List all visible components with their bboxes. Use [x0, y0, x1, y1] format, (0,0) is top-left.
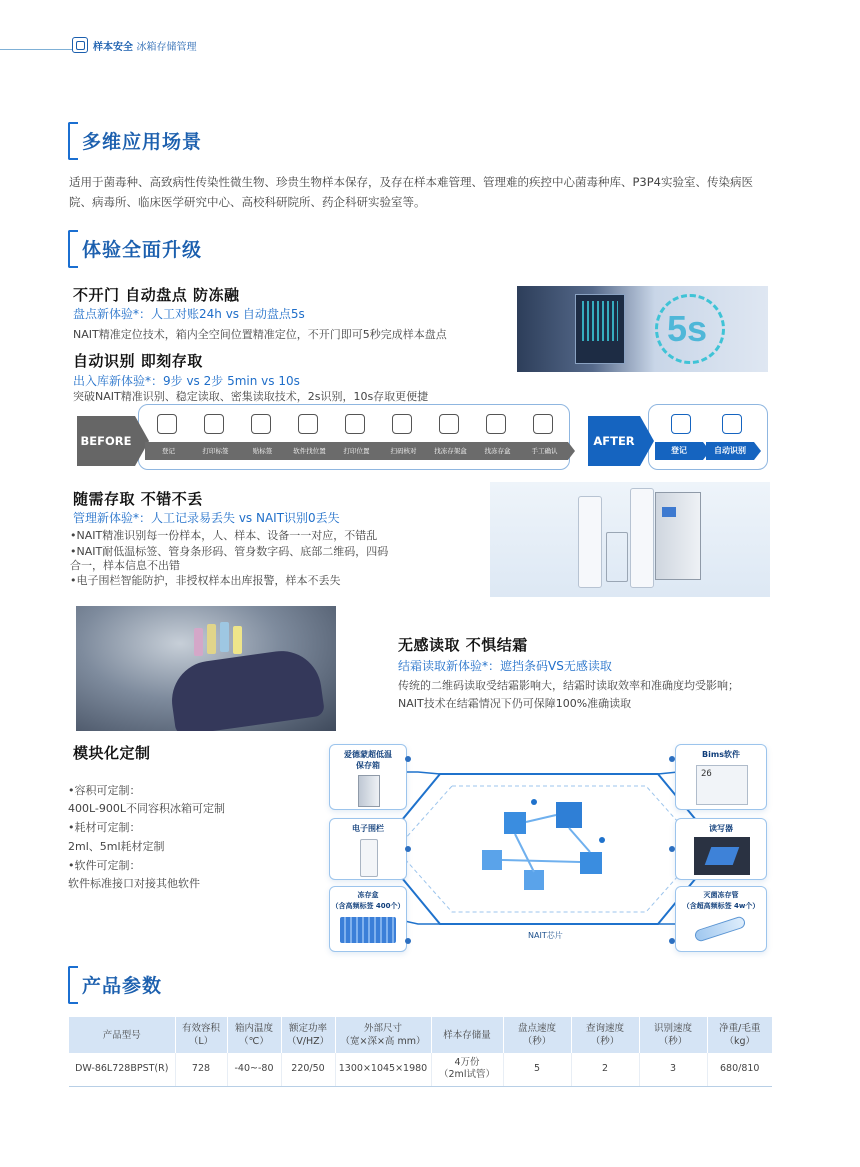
step-label: 手工确认 — [521, 442, 568, 460]
table-cell: 728 — [175, 1053, 227, 1086]
table-header: 额定功率 （V/HZ） — [281, 1017, 335, 1053]
table-row — [69, 1053, 772, 1086]
step-icon — [722, 414, 742, 434]
page-header — [0, 34, 860, 56]
step-icon — [671, 414, 691, 434]
title-bracket — [68, 966, 78, 1004]
params-table — [69, 1017, 772, 1087]
timer-text: 5s — [667, 308, 708, 349]
table-cell: 3 — [639, 1053, 707, 1086]
step-label: 登记 — [655, 442, 703, 460]
feature4-tagline: 结霜读取新体验*：遮挡条码VS无感读取 — [398, 659, 612, 673]
table-header: 盘点速度 （秒） — [503, 1017, 571, 1053]
feature5-heading: 模块化定制 — [73, 744, 151, 762]
node-cube — [556, 802, 582, 828]
frost-glove-image — [76, 606, 336, 731]
table-cell: DW-86L728BPST(R) — [69, 1053, 175, 1086]
fence-icon — [360, 839, 378, 877]
step-icon — [251, 414, 271, 434]
feature5-item: •软件可定制： — [68, 859, 141, 872]
feature3-bullet: •NAIT精准识别每一份样本，人、样本、设备一一对应，不错乱 — [70, 529, 378, 542]
module-card-reader — [675, 818, 767, 880]
feature5-item: 400L-900L不同容积冰箱可定制 — [68, 802, 226, 815]
rack-graphic — [575, 294, 625, 364]
nait-chip-label: NAIT芯片 — [528, 931, 563, 940]
feature5-item: 软件标准接口对接其他软件 — [68, 877, 200, 890]
section-title-scenarios — [68, 122, 288, 160]
feature2-tagline: 出入库新体验*：9步 vs 2步 5min vs 10s — [73, 374, 300, 388]
feature5-item: 2ml、5ml耗材定制 — [68, 840, 165, 853]
connector-dot — [405, 756, 411, 762]
before-step — [427, 412, 471, 470]
step-label: 找冻存盒 — [474, 442, 521, 460]
fence-freezer-image — [490, 482, 770, 597]
table-header: 样本存储量 — [431, 1017, 503, 1053]
step-label: 找冻存架盒 — [427, 442, 474, 460]
scenarios-text: 适用于菌毒种、高致病性传染性微生物、珍贵生物样本保存，及存在样本难管理、管理难的疾控中心菌毒种库、P3P4实验室、传染病医院、病毒所、临床医学研究中心、高校科研院所、药企科研实验室等。 — [69, 175, 753, 209]
section-title-upgrade — [68, 230, 288, 268]
module-card-fence — [329, 818, 407, 880]
feature3-bullet: •电子围栏智能防护，非授权样本出库报警，样本不丢失 — [70, 574, 341, 587]
before-step — [380, 412, 424, 470]
card-title: 灭菌冻存管 （含超高频标签 4w个） — [682, 891, 760, 910]
node-cube — [524, 870, 544, 890]
feature2-heading: 自动识别 即刻存取 — [73, 352, 203, 370]
feature5-item: •容积可定制： — [68, 784, 141, 797]
module-card-box — [329, 886, 407, 952]
section-title-text: 多维应用场景 — [82, 131, 203, 153]
card-title: 爱德蒙超低温 保存箱 — [344, 750, 392, 770]
table-cell: 5 — [503, 1053, 571, 1086]
connector-dot — [669, 938, 675, 944]
feature4-desc: 传统的二维码读取受结霜影响大，结霜时读取效率和准确度均受影响； — [398, 679, 739, 692]
tube-icon — [693, 915, 746, 942]
step-icon — [392, 414, 412, 434]
before-step — [474, 412, 518, 470]
node-cube — [482, 850, 502, 870]
inventory-image — [517, 286, 768, 372]
node-cube — [580, 852, 602, 874]
section-title-text: 体验全面升级 — [82, 239, 203, 261]
table-header: 有效容积 （L） — [175, 1017, 227, 1053]
title-bracket — [68, 230, 78, 268]
step-label: 打印位置 — [333, 442, 380, 460]
connector-dot — [405, 846, 411, 852]
before-step — [145, 412, 189, 470]
node-cube — [504, 812, 526, 834]
feature2-desc: 突破NAIT精准识别、稳定读取、密集读取技术，2s识别，10s存取更便捷 — [73, 390, 429, 403]
step-icon — [298, 414, 318, 434]
step-icon — [345, 414, 365, 434]
feature1-tagline: 盘点新体验*：人工对账24h vs 自动盘点5s — [73, 307, 305, 321]
brand-icon — [72, 37, 88, 53]
connector-dot — [405, 938, 411, 944]
before-step — [521, 412, 565, 470]
module-card-bims — [675, 744, 767, 810]
step-icon — [486, 414, 506, 434]
feature1-heading: 不开门 自动盘点 防冻融 — [73, 286, 240, 304]
step-label: 打印标签 — [192, 442, 239, 460]
table-header: 识别速度 （秒） — [639, 1017, 707, 1053]
before-step — [192, 412, 236, 470]
step-label: 自动识别 — [706, 442, 754, 460]
header-title: 样本安全 — [93, 42, 133, 53]
card-title: Bims软件 — [702, 750, 740, 759]
feature3-heading: 随需存取 不错不丢 — [73, 490, 203, 508]
feature3-bullet: 合一，样本信息不出错 — [70, 559, 180, 572]
feature1-desc: NAIT精准定位技术，箱内全空间位置精准定位，不开门即可5秒完成样本盘点 — [73, 328, 447, 341]
table-header: 查询速度 （秒） — [571, 1017, 639, 1053]
after-label: AFTER — [588, 416, 640, 466]
reader-icon — [694, 837, 750, 875]
table-header-row — [69, 1017, 772, 1053]
before-label: BEFORE — [77, 416, 135, 466]
header-text — [93, 38, 196, 53]
table-cell: 4万份 （2ml试管） — [431, 1053, 503, 1086]
feature5-item: •耗材可定制： — [68, 821, 141, 834]
step-icon — [157, 414, 177, 434]
connector-dot — [669, 756, 675, 762]
table-header: 净重/毛重 （kg） — [707, 1017, 772, 1053]
hex-inner — [396, 786, 702, 912]
fence-post — [630, 488, 654, 588]
header-subtitle: 冰箱存储管理 — [136, 42, 197, 53]
feature3-bullet: •NAIT耐低温标签、管身条形码、管身数字码、底部二维码，四码 — [70, 545, 389, 558]
feature4-heading: 无感读取 不惧结霜 — [398, 636, 528, 654]
before-step — [333, 412, 377, 470]
feature3-tagline: 管理新体验*：人工记录易丢失 vs NAIT识别0丢失 — [73, 511, 340, 525]
screen-icon — [696, 765, 748, 805]
step-label: 贴标签 — [239, 442, 286, 460]
card-title: 冻存盒 （含高频标签 400个） — [331, 891, 405, 910]
fence-post — [578, 496, 602, 588]
connector-dot — [669, 846, 675, 852]
step-icon — [439, 414, 459, 434]
header-rule — [0, 49, 72, 50]
table-header: 外部尺寸 （宽×深×高 mm） — [335, 1017, 431, 1053]
module-card-tube — [675, 886, 767, 952]
card-title: 电子围栏 — [352, 824, 384, 833]
screen-value: 26 — [701, 769, 712, 779]
cart-graphic — [606, 532, 628, 582]
title-bracket — [68, 122, 78, 160]
table-cell: 2 — [571, 1053, 639, 1086]
freezer-graphic — [655, 492, 701, 580]
freezer-icon — [358, 775, 380, 807]
before-step — [239, 412, 283, 470]
step-label: 软件找位置 — [286, 442, 333, 460]
section-title-text: 产品参数 — [82, 975, 163, 997]
table-header: 产品型号 — [69, 1017, 175, 1053]
table-cell: 680/810 — [707, 1053, 772, 1086]
box-icon — [340, 917, 396, 943]
section-title-params — [68, 966, 288, 1004]
card-title: 读写器 — [709, 824, 733, 833]
step-label: 登记 — [145, 442, 192, 460]
glove-graphic — [167, 646, 325, 731]
table-cell: 220/50 — [281, 1053, 335, 1086]
feature4-desc: NAIT技术在结霜情况下仍可保障100%准确读取 — [398, 697, 632, 710]
table-header: 箱内温度 （℃） — [227, 1017, 281, 1053]
step-icon — [533, 414, 553, 434]
after-step — [706, 412, 758, 470]
before-step — [286, 412, 330, 470]
module-card-freezer — [329, 744, 407, 810]
after-step — [655, 412, 707, 470]
step-label: 扫码核对 — [380, 442, 427, 460]
table-cell: -40~-80 — [227, 1053, 281, 1086]
step-icon — [204, 414, 224, 434]
table-cell: 1300×1045×1980 — [335, 1053, 431, 1086]
